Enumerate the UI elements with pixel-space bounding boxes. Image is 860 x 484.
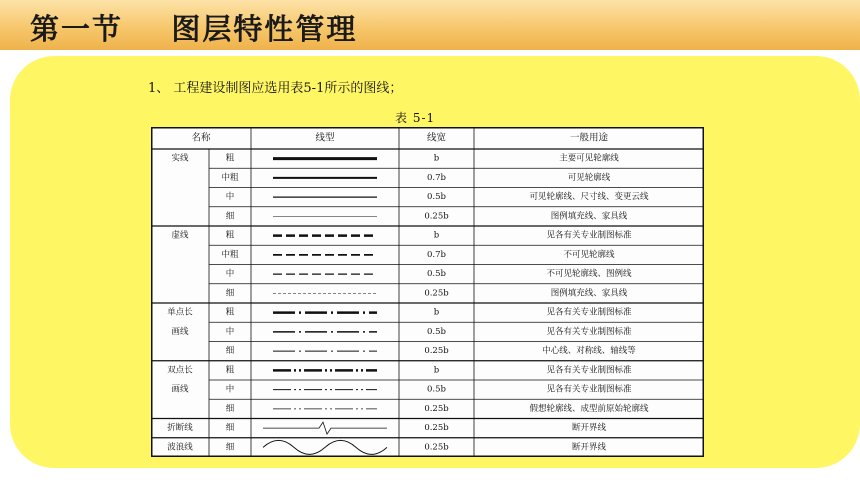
page-title: 第一节 图层特性管理 xyxy=(30,12,358,46)
group-name: 实线 xyxy=(171,153,189,164)
row-sub-name: 中粗 xyxy=(221,172,239,183)
row-usage: 断开界线 xyxy=(571,423,607,434)
row-sub-name: 细 xyxy=(225,211,235,222)
row-width: 0.5b xyxy=(427,269,446,280)
row-usage: 中心线、对称线、轴线等 xyxy=(542,346,636,357)
row-sub-name: 中粗 xyxy=(221,249,239,260)
row-width: 0.5b xyxy=(427,384,446,395)
row-sub-name: 粗 xyxy=(225,230,235,241)
row-sub-name: 细 xyxy=(225,346,235,357)
row-width: 0.25b xyxy=(424,288,449,299)
row-usage: 图例填充线、家具线 xyxy=(550,288,628,299)
row-sub-name: 中 xyxy=(225,192,235,203)
line-sample-wave xyxy=(263,440,387,454)
row-width: 0.25b xyxy=(424,442,449,453)
row-width: b xyxy=(433,153,440,164)
row-usage: 可见轮廓线、尺寸线、变更云线 xyxy=(529,192,649,203)
line-type-table-svg xyxy=(151,127,704,457)
row-width: 0.25b xyxy=(424,211,449,222)
row-sub-name: 中 xyxy=(225,326,235,337)
row-sub-name: 细 xyxy=(225,423,235,434)
header-usage: 一般用途 xyxy=(569,132,609,144)
row-width: 0.7b xyxy=(427,249,446,260)
row-sub-name: 粗 xyxy=(225,307,235,318)
row-usage: 见各有关专业制图标准 xyxy=(546,326,632,337)
row-usage: 断开界线 xyxy=(571,442,607,453)
group-name: 虚线 xyxy=(171,230,189,241)
row-usage: 见各有关专业制图标准 xyxy=(546,384,632,395)
row-width: 0.25b xyxy=(424,423,449,434)
line-type-table xyxy=(151,127,704,457)
header-line-width: 线宽 xyxy=(426,132,447,144)
row-width: 0.5b xyxy=(427,326,446,337)
row-usage: 图例填充线、家具线 xyxy=(550,211,628,222)
row-sub-name: 细 xyxy=(225,442,235,453)
row-usage: 假想轮廓线、成型前原始轮廓线 xyxy=(529,403,649,414)
row-sub-name: 细 xyxy=(225,288,235,299)
row-sub-name: 细 xyxy=(225,403,235,414)
group-name: 折断线 xyxy=(167,423,193,434)
row-usage: 见各有关专业制图标准 xyxy=(546,307,632,318)
row-width: b xyxy=(433,365,440,376)
row-usage: 见各有关专业制图标准 xyxy=(546,365,632,376)
title-bar xyxy=(0,0,860,50)
table-caption: 表 5-1 xyxy=(395,111,436,125)
row-usage: 见各有关专业制图标准 xyxy=(546,230,632,241)
group-name: 画线 xyxy=(171,384,189,395)
row-width: b xyxy=(433,230,440,241)
row-usage: 可见轮廓线 xyxy=(567,172,611,183)
row-width: 0.25b xyxy=(424,346,449,357)
group-name: 双点长 xyxy=(167,365,193,376)
row-sub-name: 粗 xyxy=(225,153,235,164)
row-sub-name: 中 xyxy=(225,269,235,280)
intro-text: 1、 工程建设制图应选用表5-1所示的图线； xyxy=(148,81,403,96)
header-name: 名称 xyxy=(191,132,211,144)
group-name: 波浪线 xyxy=(167,442,193,453)
row-width: 0.25b xyxy=(424,403,449,414)
row-sub-name: 中 xyxy=(225,384,235,395)
row-usage: 不可见轮廓线、图例线 xyxy=(546,269,632,280)
row-width: b xyxy=(433,307,440,318)
row-usage: 主要可见轮廓线 xyxy=(559,153,619,164)
group-name: 单点长 xyxy=(167,307,193,318)
line-sample-break xyxy=(263,422,387,434)
group-name: 画线 xyxy=(171,326,189,337)
row-width: 0.7b xyxy=(427,172,446,183)
row-width: 0.5b xyxy=(427,192,446,203)
header-line-type: 线型 xyxy=(315,132,335,144)
row-usage: 不可见轮廓线 xyxy=(563,249,615,260)
row-sub-name: 粗 xyxy=(225,365,235,376)
